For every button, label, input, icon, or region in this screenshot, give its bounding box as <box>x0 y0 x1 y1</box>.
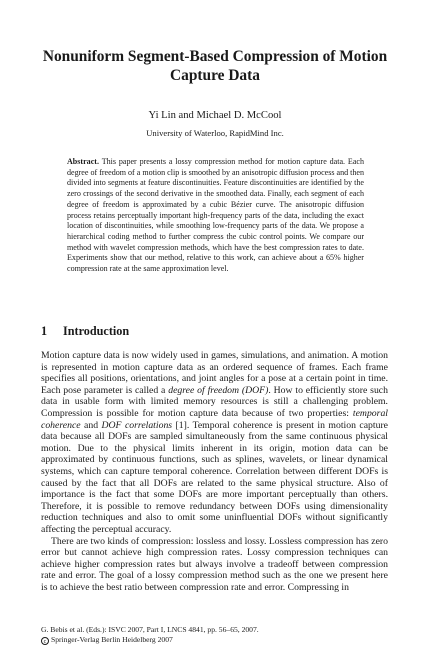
section-number: 1 <box>41 324 48 338</box>
footer-copyright: Springer-Verlag Berlin Heidelberg 2007 <box>51 634 173 644</box>
page-footer <box>41 625 259 645</box>
term-dof-correlations: DOF correlations <box>101 419 173 431</box>
term-dof: degree of freedom (DOF) <box>168 384 269 396</box>
paper-authors: Yi Lin and Michael D. McCool <box>148 110 282 121</box>
body-text <box>41 350 388 593</box>
paper-title: Nonuniform Segment-Based Compression of Motion Capture Data <box>42 48 388 84</box>
abstract-text: This paper presents a lossy compression method for motion capture data. Each degree of freedom of a motion clip is smoothed by an anisotropic diffusion process and then divided into segments at feature discontinuities. Feature discontinuities are identified by the zero crossings of the second derivative in the smoothed data. Finally, each segment of each degree of freedom is approximated by a cubic Bézier curve. The anisotropic diffusion process retains perceptually important high-frequency parts of the data, including the exact location of discontinuities, while smoothing low-frequency parts of the data. We propose a hierarchical coding method to further compress the cubic control points. We compare our method with wavelet compression methods, which have the best compression rates to date. Experiments show that our method, relative to this work, can achieve about a 65% higher compression rate at the same approximation level. <box>67 157 364 274</box>
paragraph-2: There are two kinds of compression: lossless and lossy. Lossless compression has zero error but cannot achieve high compression rates. Lossy compression techniques can achieve higher compression rates but always involve a tradeoff between compression rate and error. The goal of a lossy compression method such as the one we present here is to achieve the best ratio between compression rate and error. Compressing in <box>41 535 388 593</box>
paragraph-1-part-c: and <box>80 419 102 431</box>
term-temporal-coherence: temporal coherence <box>41 407 388 431</box>
section-heading <box>41 324 129 339</box>
paragraph-1 <box>41 350 388 536</box>
abstract <box>67 157 364 275</box>
paper-affiliation: University of Waterloo, RapidMind Inc. <box>146 128 284 138</box>
section-title: Introduction <box>63 324 130 338</box>
footer-copyright-line <box>41 635 259 645</box>
copyright-icon: c <box>41 637 49 645</box>
paragraph-1-part-b: . How to efficiently store such data in usable form with limited memory resources is still a challenging problem. Compression is possible for motion capture data because of two properties: <box>41 384 388 419</box>
paragraph-1-part-a: Motion capture data is now widely used in games, simulations, and animation. A motion is represented in motion capture data as an ordered sequence of frames. Each frame specifies all positions, orientations, and joint angles for a pose at a certain point in time. Each pose parameter is called a <box>41 350 388 396</box>
abstract-label: Abstract. <box>67 157 99 166</box>
paragraph-1-part-d: [1]. Temporal coherence is present in motion capture data because all DOFs are sampled simultaneously from the same continuous physical motion. Due to the physical limits inherent in its origin, motion data can be approximated by continuous functions, such as splines, wavelets, or linear dynamical systems, which can capture temporal coherence. Correlation between different DOFs is caused by the fact that all DOFs are related to the same physical structure. Also of importance is the fact that some DOFs are more important perceptually than others. Therefore, it is possible to remove redundancy between DOFs using dimensionality reduction techniques and also to omit some uninfluential DOFs without significantly affecting the perceptual accuracy. <box>41 419 388 535</box>
footer-citation: G. Bebis et al. (Eds.): ISVC 2007, Part I, LNCS 4841, pp. 56–65, 2007. <box>41 625 259 634</box>
